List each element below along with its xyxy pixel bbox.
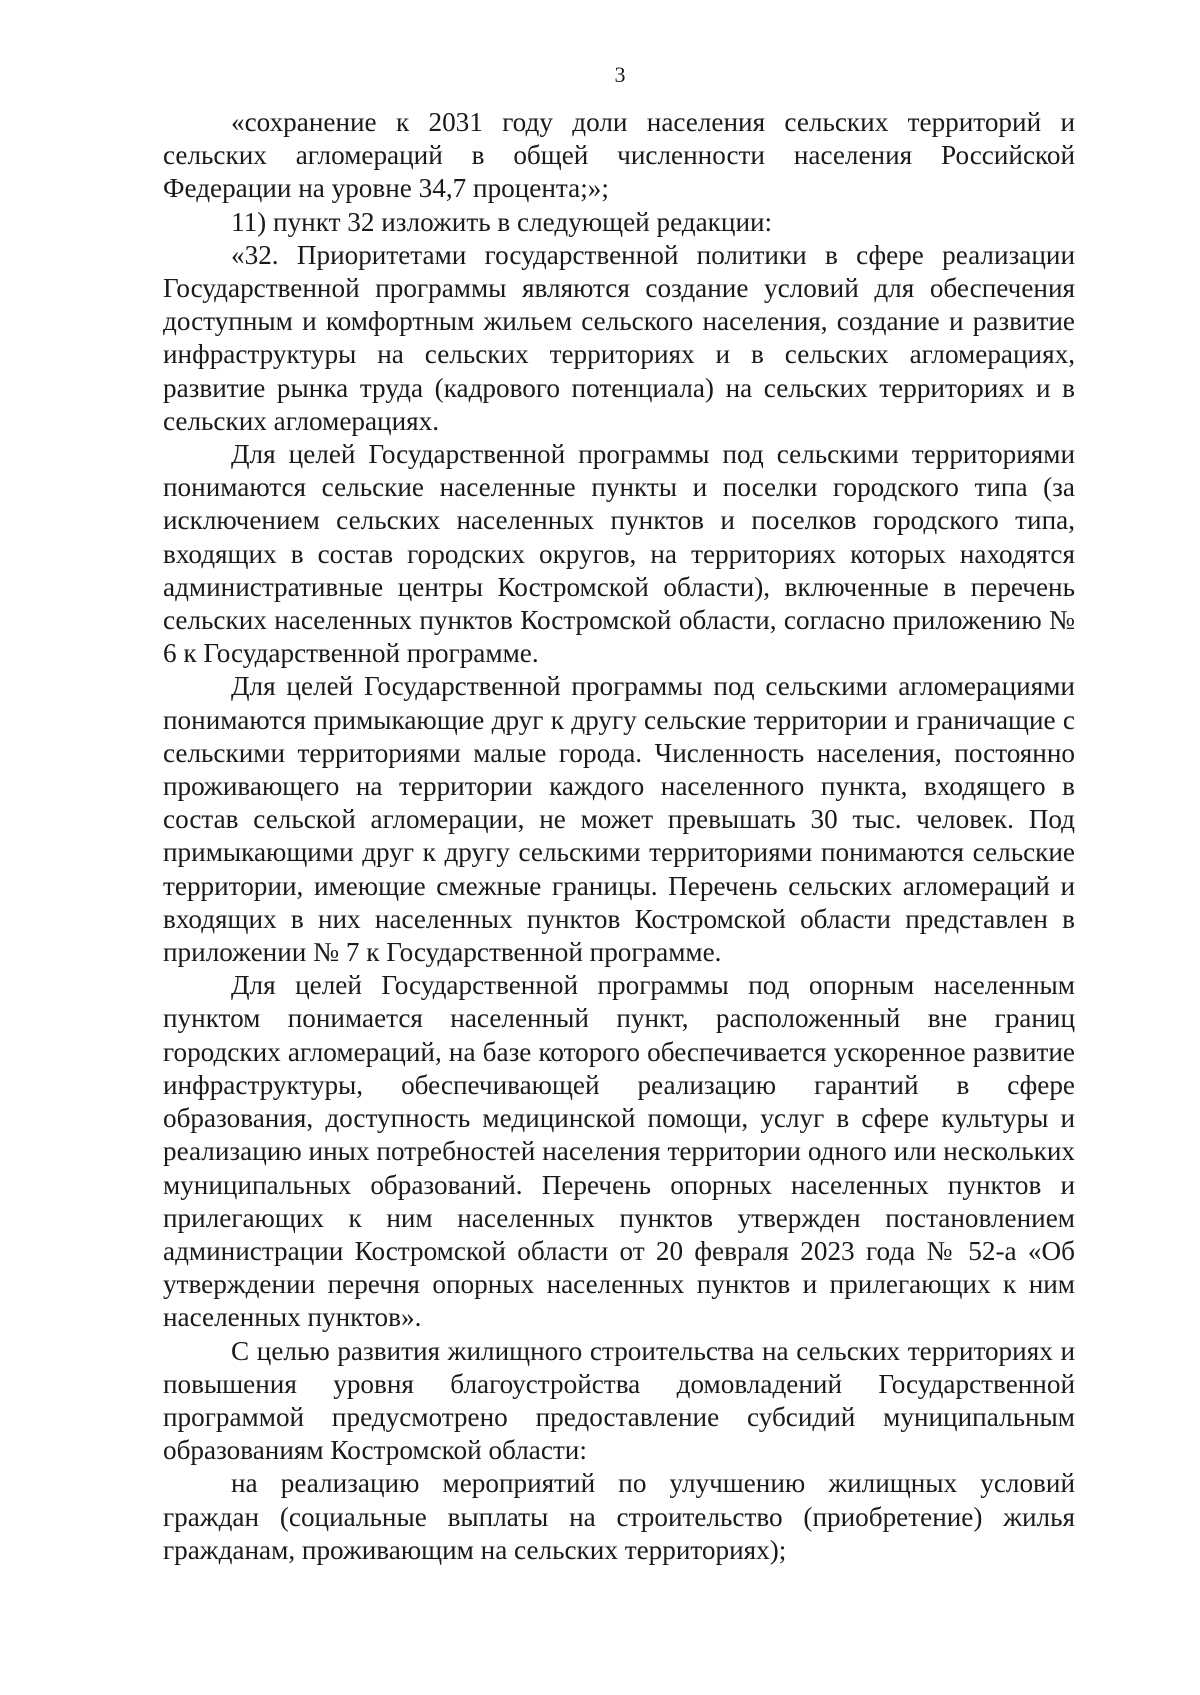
page-number: 3 bbox=[614, 62, 626, 87]
paragraph-housing-conditions-measures: на реализацию мероприятий по улучшению жилищных условий граждан (социальные выплаты на строительство (приобретение) жилья гражданам, проживающим на сельских территориях); bbox=[163, 1468, 1075, 1565]
paragraph-support-settlement-definition: Для целей Государственной программы под опорным населенным пунктом понимается населенный пункт, расположенный вне границ городских агломераций, на базе которого обеспечивается ускоренное развитие инфраструктуры, обеспечивающей реализацию гарантий в сфере образования, доступность медицинской помощи, услуг в сфере культуры и реализацию иных потребностей населения территории одного или нескольких муниципальных образований. Перечень опорных населенных пунктов и прилегающих к ним населенных пунктов утвержден постановлением администрации Костромской области от 20 февраля 2023 года № 52-а «Об утверждении перечня опорных населенных пунктов и прилегающих к ним населенных пунктов». bbox=[163, 970, 1075, 1333]
paragraph-indicator-continuation: «сохранение к 2031 году доли населения сельских территорий и сельских агломераций в общей численности населения Российской Федерации на уровне 34,7 процента;»; bbox=[163, 107, 1075, 204]
paragraph-clause-32-priorities: «32. Приоритетами государственной политики в сфере реализации Государственной программы являются создание условий для обеспечения доступным и комфортным жильем сельского населения, создание и развитие инфраструктуры на сельских территориях и в сельских агломерациях, развитие рынка труда (кадрового потенциала) на сельских территориях и в сельских агломерациях. bbox=[163, 239, 1075, 436]
paragraph-housing-subsidies: С целью развития жилищного строительства на сельских территориях и повышения уровня благоустройства домовладений Государственной программой предусмотрено предоставление субсидий муниципальным образованиям Костромской области: bbox=[163, 1335, 1075, 1466]
paragraph-rural-agglomerations-definition: Для целей Государственной программы под сельскими агломерациями понимаются примыкающие друг к другу сельские территории и граничащие с сельскими территориями малые города. Численность населения, постоянно проживающего на территории каждого населенного пункта, входящего в состав сельской агломерации, не может превышать 30 тыс. человек. Под примыкающими друг к другу сельскими территориями понимаются сельские территории, имеющие смежные границы. Перечень сельских агломераций и входящих в них населенных пунктов Костромской области представлен в приложении № 7 к Государственной программе. bbox=[163, 671, 1075, 968]
document-body bbox=[163, 106, 1075, 1567]
paragraph-item-11: 11) пункт 32 изложить в следующей редакции: bbox=[231, 206, 773, 237]
paragraph-rural-territories-definition: Для целей Государственной программы под сельскими территориями понимаются сельские населенные пункты и поселки городского типа (за исключением сельских населенных пунктов и поселков городского типа, входящих в состав городских округов, на территориях которых находятся административные центры Костромской области), включенные в перечень сельских населенных пунктов Костромской области, согласно приложению № 6 к Государственной программе. bbox=[163, 439, 1075, 669]
